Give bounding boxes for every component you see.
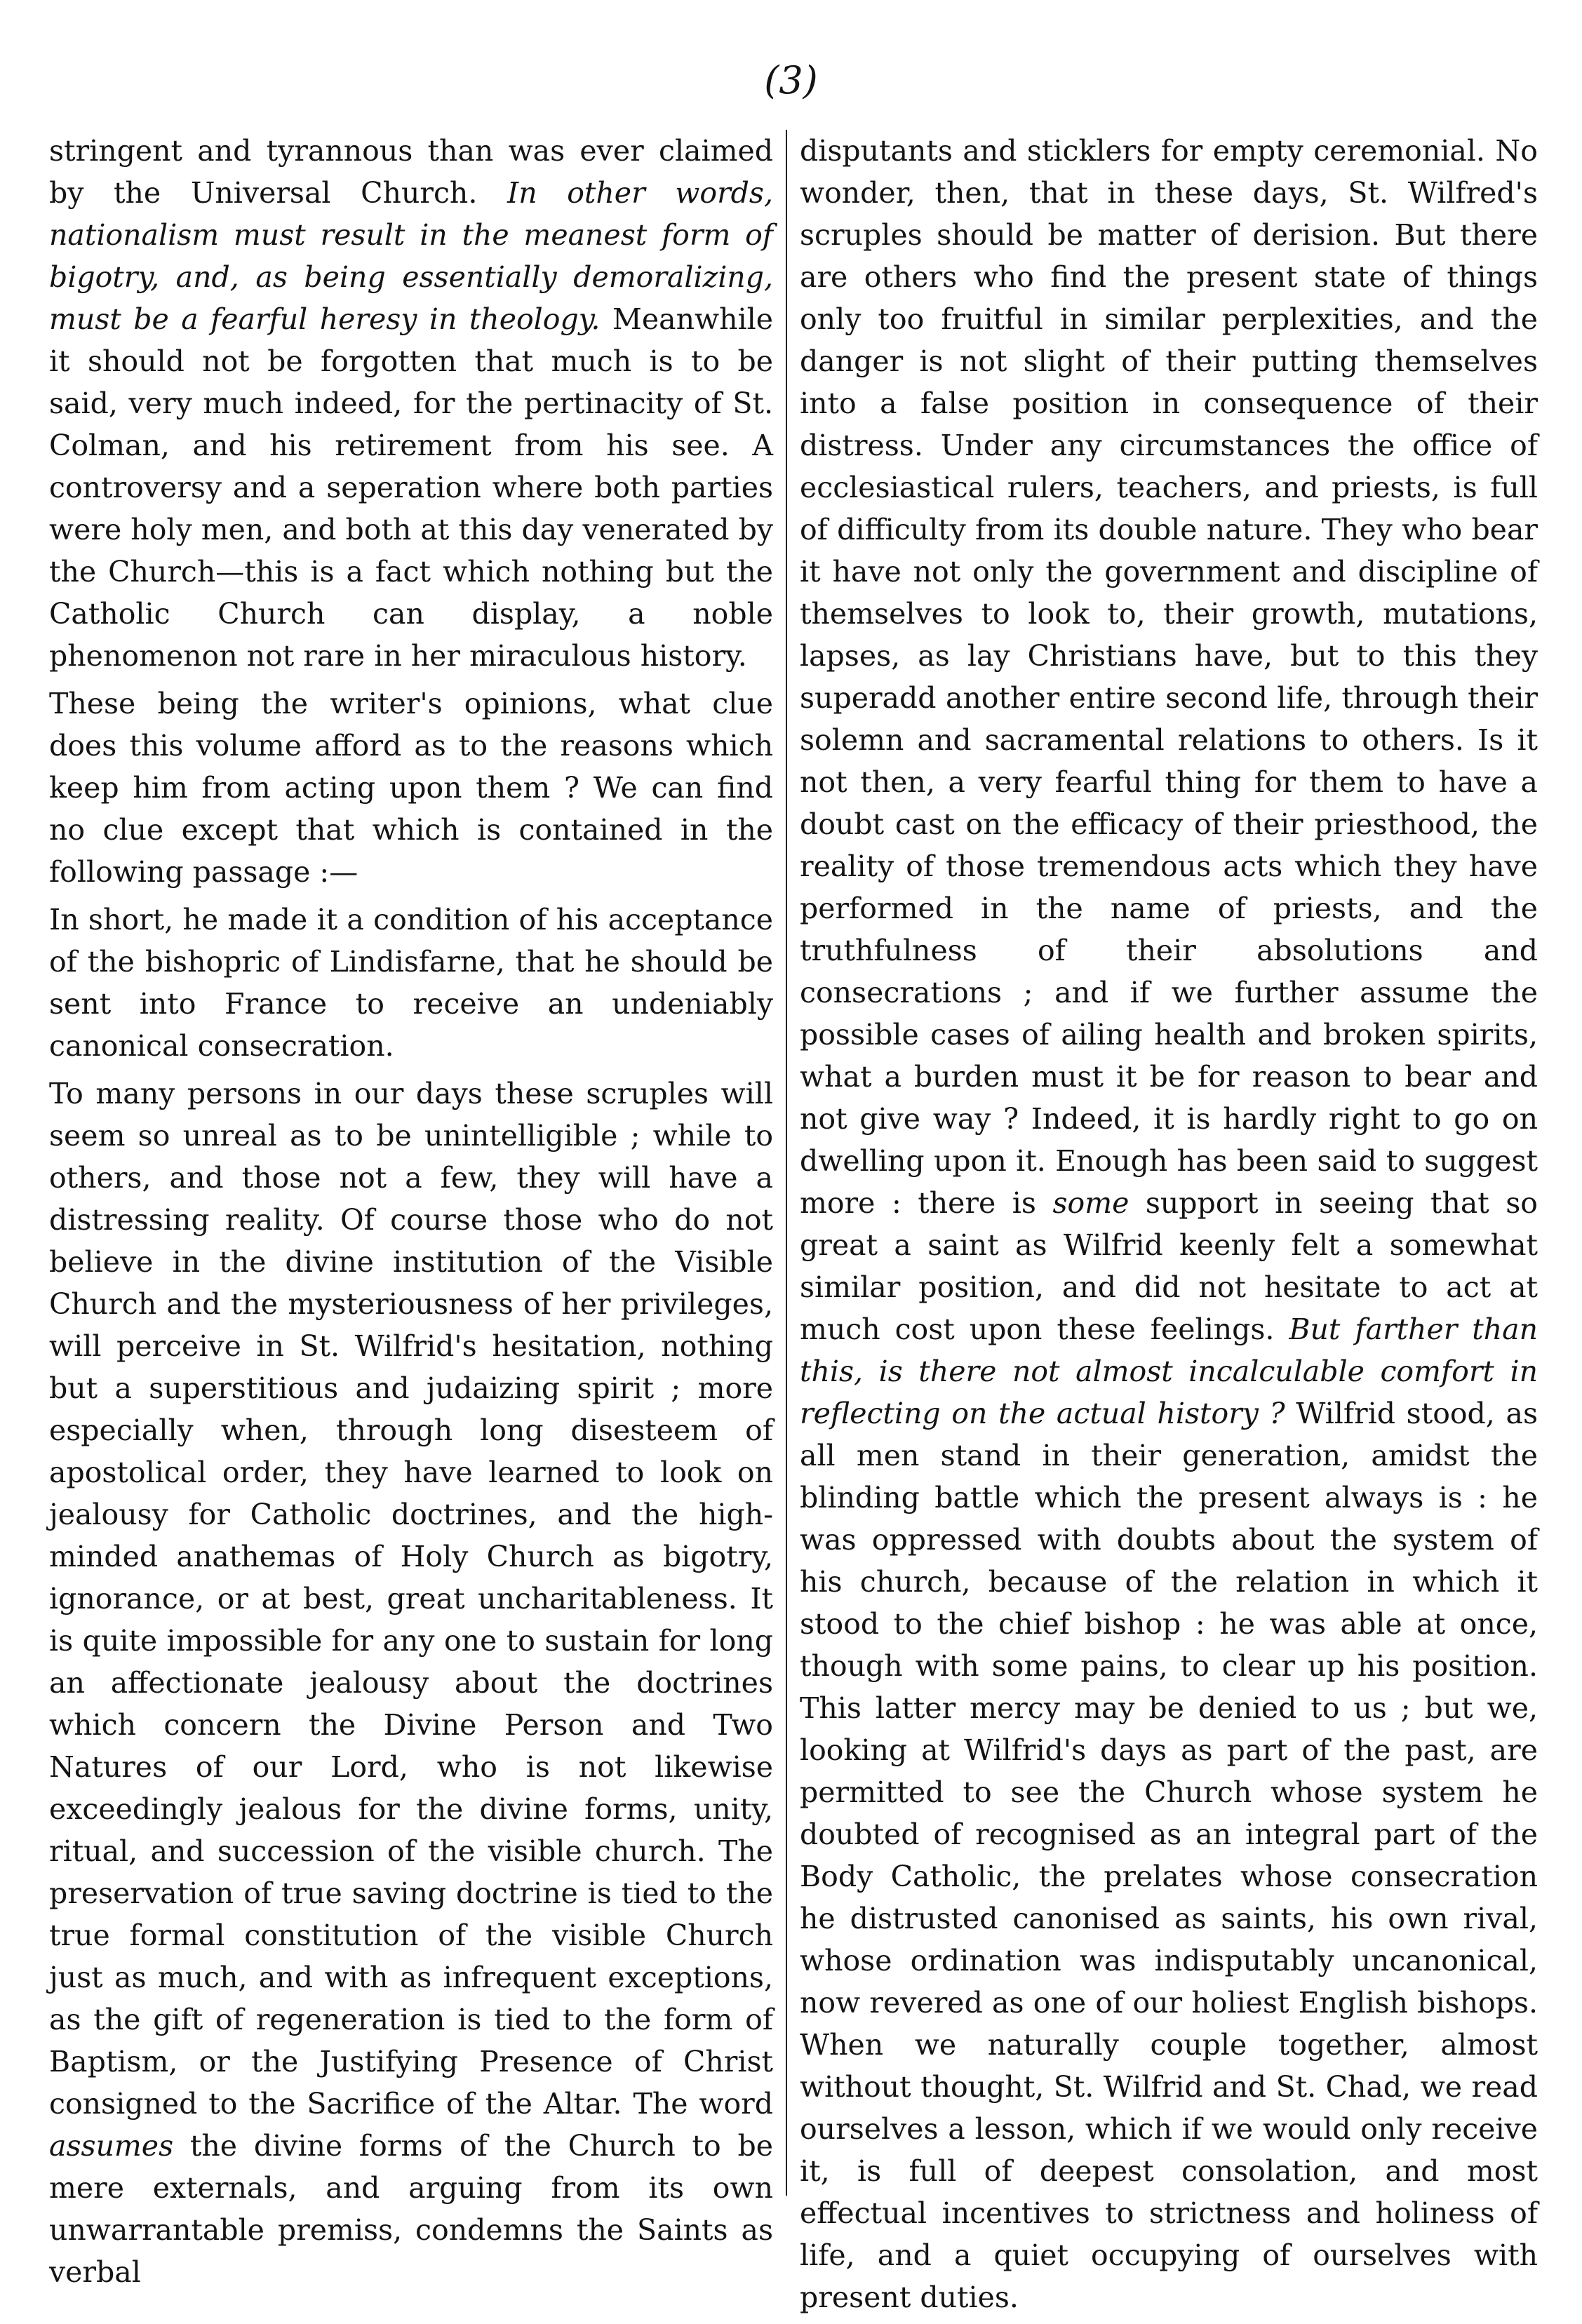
text-run: support in seeing that so great a saint as Wilfrid keenly felt a somewhat similar position, and did not hesitate to act at much cost upon these feelings. bbox=[800, 1186, 1538, 1346]
left-paragraph-2 bbox=[49, 683, 773, 893]
text-run: To many persons in our days these scruples will seem so unreal as to be unintelligible ; while to others, and those not a few, they will have a distressing reality. Of course those who do not believe in the divine institution of the Visible Church and the mysteriousness of her privileges, will perceive in St. Wilfrid's hesitation, nothing but a superstitious and judaizing spirit ; more especially when, through long disesteem of apostolical order, they have learned to look on jealousy for Catholic doctrines, and the high-minded anathemas of Holy Church as bigotry, ignorance, or at best, great uncharitableness. It is quite impossible for any one to sustain for long an affectionate jealousy about the doctrines which concern the Divine Person and Two Natures of our Lord, who is not likewise exceedingly jealous for the divine forms, unity, ritual, and succession of the visible church. The preservation of true saving doctrine is tied to the true formal constitution of the visible Church just as much, and with as infrequent exceptions, as the gift of regeneration is tied to the form of Baptism, or the Justifying Presence of Christ consigned to the Sacrifice of the Altar. The word bbox=[49, 1077, 773, 2121]
text-run-italic: In other words, nationalism must result in the meanest form of bigotry, and, as being essentially demoralizing, must be a fearful heresy in theology. bbox=[49, 176, 774, 336]
left-column bbox=[49, 130, 773, 2299]
page-number: (3) bbox=[764, 58, 818, 102]
right-paragraph-1 bbox=[800, 130, 1538, 2318]
left-paragraph-4 bbox=[49, 1073, 773, 2293]
right-column bbox=[800, 130, 1538, 2324]
text-run-italic: But farther than this, is there not almost incalculable comfort in reflecting on the actual history ? bbox=[800, 1312, 1538, 1430]
text-run: disputants and sticklers for empty ceremonial. No wonder, then, that in these days, St. Wilfred's scruples should be matter of derision. But there are others who find the present state of things only too fruitful in similar perplexities, and the danger is not slight of their putting themselves into a false position in consequence of their distress. Under any circumstances the office of ecclesiastical rulers, teachers, and priests, is full of difficulty from its double nature. They who bear it have not only the government and discipline of themselves to look to, their growth, mutations, lapses, as lay Christians have, but to this they superadd another entire second life, through their solemn and sacramental relations to others. Is it not then, a very fearful thing for them to have a doubt cast on the efficacy of their priesthood, the reality of those tremendous acts which they have performed in the name of priests, and the truthfulness of their absolutions and consecrations ; and if we further assume the possible cases of ailing health and broken spirits, what a burden must it be for reason to bear and not give way ? Indeed, it is hardly right to go on dwelling upon it. Enough has been said to suggest more : there is bbox=[800, 134, 1538, 1220]
text-run: Wilfrid stood, as all men stand in their generation, amidst the blinding battle which the present always is : he was oppressed with doubts about the system of his church, because of the relation in which it stood to the chief bishop : he was able at once, though with some pains, to clear up his position. This latter mercy may be denied to us ; but we, looking at Wilfrid's days as part of the past, are permitted to see the Church whose system he doubted of recognised as an integral part of the Body Catholic, the prelates whose consecration he distrusted canonised as saints, his own rival, whose ordination was indisputably uncanonical, now revered as one of our holiest English bishops. When we naturally couple together, almost without thought, St. Wilfrid and St. Chad, we read ourselves a lesson, which if we would only receive it, is full of deepest consolation, and most effectual incentives to strictness and holiness of life, and a quiet occupying of ourselves with present duties. bbox=[800, 1397, 1538, 2314]
text-run: the divine forms of the Church to be mere externals, and arguing from its own unwarrantable premiss, condemns the Saints as verbal bbox=[49, 2129, 773, 2289]
text-run: These being the writer's opinions, what clue does this volume afford as to the reasons which keep him from acting upon them ? We can find no clue except that which is contained in the following passage :— bbox=[49, 687, 773, 889]
column-divider bbox=[786, 130, 787, 2196]
text-run: stringent and tyrannous than was ever claimed by the Universal Church. bbox=[49, 134, 773, 210]
left-paragraph-3-quotation bbox=[49, 899, 773, 1067]
text-run: In short, he made it a condition of his acceptance of the bishopric of Lindisfarne, that he should be sent into France to receive an undeniably canonical consecration. bbox=[49, 903, 773, 1063]
left-paragraph-1 bbox=[49, 130, 773, 677]
text-run: Meanwhile it should not be forgotten that much is to be said, very much indeed, for the pertinacity of St. Colman, and his retirement from his see. A controversy and a seperation where both parties were holy men, and both at this day venerated by the Church—this is a fact which nothing but the Catholic Church can display, a noble phenomenon not rare in her miraculous history. bbox=[49, 302, 773, 673]
text-run-italic: some bbox=[1052, 1186, 1129, 1220]
text-run-italic: assumes bbox=[49, 2129, 174, 2163]
